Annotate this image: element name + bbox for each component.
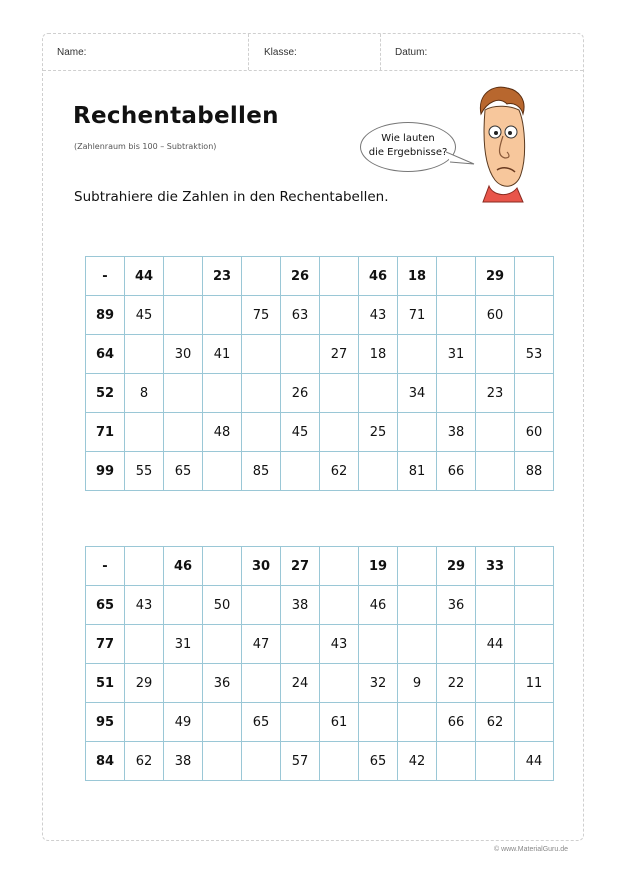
table-row bbox=[86, 413, 554, 452]
value-cell: 32 bbox=[359, 664, 398, 703]
header-cell: 29 bbox=[437, 547, 476, 586]
answer-cell[interactable] bbox=[203, 742, 242, 781]
header-cell: 52 bbox=[86, 374, 125, 413]
answer-cell[interactable] bbox=[398, 625, 437, 664]
value-cell: 65 bbox=[359, 742, 398, 781]
answer-cell[interactable] bbox=[203, 625, 242, 664]
value-cell: 11 bbox=[515, 664, 554, 703]
header-cell: 95 bbox=[86, 703, 125, 742]
answer-cell[interactable] bbox=[164, 664, 203, 703]
header-cell: 46 bbox=[359, 257, 398, 296]
header-cell bbox=[125, 547, 164, 586]
value-cell: 43 bbox=[320, 625, 359, 664]
value-cell: 47 bbox=[242, 625, 281, 664]
answer-cell[interactable] bbox=[320, 374, 359, 413]
value-cell: 57 bbox=[281, 742, 320, 781]
answer-cell[interactable] bbox=[125, 625, 164, 664]
page-title: Rechentabellen bbox=[73, 103, 279, 129]
answer-cell[interactable] bbox=[437, 374, 476, 413]
answer-cell[interactable] bbox=[476, 335, 515, 374]
header-cell bbox=[320, 257, 359, 296]
answer-cell[interactable] bbox=[203, 296, 242, 335]
answer-cell[interactable] bbox=[515, 625, 554, 664]
answer-cell[interactable] bbox=[398, 335, 437, 374]
table-row bbox=[86, 335, 554, 374]
answer-cell[interactable] bbox=[437, 742, 476, 781]
value-cell: 60 bbox=[515, 413, 554, 452]
value-cell: 31 bbox=[437, 335, 476, 374]
header-cell: 99 bbox=[86, 452, 125, 491]
header-cell bbox=[164, 257, 203, 296]
header-cell: 33 bbox=[476, 547, 515, 586]
answer-cell[interactable] bbox=[359, 452, 398, 491]
answer-cell[interactable] bbox=[320, 742, 359, 781]
header-cell: 44 bbox=[125, 257, 164, 296]
answer-cell[interactable] bbox=[125, 335, 164, 374]
speech-bubble-tail bbox=[446, 150, 476, 170]
value-cell: 62 bbox=[125, 742, 164, 781]
answer-cell[interactable] bbox=[515, 374, 554, 413]
value-cell: 30 bbox=[164, 335, 203, 374]
header-cell: 89 bbox=[86, 296, 125, 335]
answer-cell[interactable] bbox=[320, 664, 359, 703]
answer-cell[interactable] bbox=[359, 625, 398, 664]
cartoon-boy-illustration bbox=[473, 84, 529, 208]
value-cell: 61 bbox=[320, 703, 359, 742]
speech-bubble-line-2: die Ergebnisse? bbox=[368, 147, 448, 158]
answer-cell[interactable] bbox=[320, 586, 359, 625]
value-cell: 53 bbox=[515, 335, 554, 374]
subtraction-table-1 bbox=[85, 256, 554, 491]
value-cell: 66 bbox=[437, 703, 476, 742]
value-cell: 29 bbox=[125, 664, 164, 703]
answer-cell[interactable] bbox=[515, 586, 554, 625]
header-cell: 46 bbox=[164, 547, 203, 586]
answer-cell[interactable] bbox=[515, 296, 554, 335]
table-row bbox=[86, 625, 554, 664]
value-cell: 75 bbox=[242, 296, 281, 335]
value-cell: 55 bbox=[125, 452, 164, 491]
value-cell: 9 bbox=[398, 664, 437, 703]
value-cell: 65 bbox=[242, 703, 281, 742]
value-cell: 46 bbox=[359, 586, 398, 625]
table-row bbox=[86, 586, 554, 625]
name-label: Name: bbox=[57, 47, 87, 58]
answer-cell[interactable] bbox=[242, 586, 281, 625]
value-cell: 45 bbox=[125, 296, 164, 335]
value-cell: 45 bbox=[281, 413, 320, 452]
subtraction-table-2 bbox=[85, 546, 554, 781]
answer-cell[interactable] bbox=[242, 742, 281, 781]
value-cell: 38 bbox=[164, 742, 203, 781]
page-subtitle: (Zahlenraum bis 100 – Subtraktion) bbox=[74, 142, 217, 151]
value-cell: 63 bbox=[281, 296, 320, 335]
answer-cell[interactable] bbox=[203, 452, 242, 491]
value-cell: 88 bbox=[515, 452, 554, 491]
table-row bbox=[86, 374, 554, 413]
value-cell: 34 bbox=[398, 374, 437, 413]
table-row bbox=[86, 742, 554, 781]
table-row bbox=[86, 547, 554, 586]
answer-cell[interactable] bbox=[476, 413, 515, 452]
value-cell: 42 bbox=[398, 742, 437, 781]
header-cell bbox=[515, 257, 554, 296]
answer-cell[interactable] bbox=[359, 703, 398, 742]
header-divider bbox=[248, 34, 249, 70]
header-cell bbox=[320, 547, 359, 586]
answer-cell[interactable] bbox=[125, 413, 164, 452]
value-cell: 25 bbox=[359, 413, 398, 452]
header-cell: 84 bbox=[86, 742, 125, 781]
speech-bubble bbox=[360, 122, 456, 172]
answer-cell[interactable] bbox=[125, 703, 164, 742]
answer-cell[interactable] bbox=[398, 586, 437, 625]
value-cell: 43 bbox=[359, 296, 398, 335]
value-cell: 71 bbox=[398, 296, 437, 335]
value-cell: 36 bbox=[203, 664, 242, 703]
answer-cell[interactable] bbox=[476, 742, 515, 781]
header-cell: 19 bbox=[359, 547, 398, 586]
value-cell: 49 bbox=[164, 703, 203, 742]
date-label: Datum: bbox=[395, 47, 428, 58]
answer-cell[interactable] bbox=[203, 703, 242, 742]
header-cell: 29 bbox=[476, 257, 515, 296]
answer-cell[interactable] bbox=[281, 625, 320, 664]
task-instruction: Subtrahiere die Zahlen in den Rechentabellen. bbox=[74, 189, 389, 205]
header-cell: 71 bbox=[86, 413, 125, 452]
header-cell: 23 bbox=[203, 257, 242, 296]
answer-cell[interactable] bbox=[476, 586, 515, 625]
answer-cell[interactable] bbox=[281, 335, 320, 374]
value-cell: 62 bbox=[320, 452, 359, 491]
header-cell bbox=[437, 257, 476, 296]
answer-cell[interactable] bbox=[242, 413, 281, 452]
value-cell: 36 bbox=[437, 586, 476, 625]
value-cell: 24 bbox=[281, 664, 320, 703]
header-divider bbox=[380, 34, 381, 70]
answer-cell[interactable] bbox=[242, 374, 281, 413]
header-fields bbox=[43, 34, 583, 71]
answer-cell[interactable] bbox=[398, 413, 437, 452]
value-cell: 23 bbox=[476, 374, 515, 413]
value-cell: 27 bbox=[320, 335, 359, 374]
header-cell: - bbox=[86, 547, 125, 586]
answer-cell[interactable] bbox=[203, 374, 242, 413]
table-row bbox=[86, 296, 554, 335]
answer-cell[interactable] bbox=[164, 374, 203, 413]
answer-cell[interactable] bbox=[359, 374, 398, 413]
header-cell bbox=[515, 547, 554, 586]
table-row bbox=[86, 703, 554, 742]
header-cell: 77 bbox=[86, 625, 125, 664]
value-cell: 38 bbox=[281, 586, 320, 625]
header-cell: 27 bbox=[281, 547, 320, 586]
table-row bbox=[86, 257, 554, 296]
value-cell: 43 bbox=[125, 586, 164, 625]
value-cell: 81 bbox=[398, 452, 437, 491]
answer-cell[interactable] bbox=[476, 452, 515, 491]
answer-cell[interactable] bbox=[164, 296, 203, 335]
speech-bubble-line-1: Wie lauten bbox=[381, 133, 435, 144]
value-cell: 41 bbox=[203, 335, 242, 374]
answer-cell[interactable] bbox=[164, 586, 203, 625]
answer-cell[interactable] bbox=[281, 452, 320, 491]
copyright-footer: © www.MaterialGuru.de bbox=[493, 846, 568, 853]
value-cell: 18 bbox=[359, 335, 398, 374]
answer-cell[interactable] bbox=[320, 296, 359, 335]
header-cell bbox=[203, 547, 242, 586]
answer-cell[interactable] bbox=[398, 703, 437, 742]
answer-cell[interactable] bbox=[437, 296, 476, 335]
answer-cell[interactable] bbox=[281, 703, 320, 742]
answer-cell[interactable] bbox=[476, 664, 515, 703]
value-cell: 44 bbox=[476, 625, 515, 664]
table-row bbox=[86, 664, 554, 703]
header-cell: 65 bbox=[86, 586, 125, 625]
answer-cell[interactable] bbox=[242, 335, 281, 374]
header-cell bbox=[398, 547, 437, 586]
answer-cell[interactable] bbox=[320, 413, 359, 452]
class-label: Klasse: bbox=[264, 47, 297, 58]
value-cell: 8 bbox=[125, 374, 164, 413]
header-cell: 26 bbox=[281, 257, 320, 296]
value-cell: 22 bbox=[437, 664, 476, 703]
value-cell: 62 bbox=[476, 703, 515, 742]
answer-cell[interactable] bbox=[437, 625, 476, 664]
value-cell: 44 bbox=[515, 742, 554, 781]
value-cell: 50 bbox=[203, 586, 242, 625]
value-cell: 38 bbox=[437, 413, 476, 452]
header-cell: - bbox=[86, 257, 125, 296]
answer-cell[interactable] bbox=[242, 664, 281, 703]
value-cell: 66 bbox=[437, 452, 476, 491]
value-cell: 31 bbox=[164, 625, 203, 664]
header-cell: 64 bbox=[86, 335, 125, 374]
table-row bbox=[86, 452, 554, 491]
value-cell: 65 bbox=[164, 452, 203, 491]
header-cell: 51 bbox=[86, 664, 125, 703]
value-cell: 48 bbox=[203, 413, 242, 452]
value-cell: 85 bbox=[242, 452, 281, 491]
header-cell bbox=[242, 257, 281, 296]
header-cell: 18 bbox=[398, 257, 437, 296]
value-cell: 26 bbox=[281, 374, 320, 413]
answer-cell[interactable] bbox=[515, 703, 554, 742]
value-cell: 60 bbox=[476, 296, 515, 335]
answer-cell[interactable] bbox=[164, 413, 203, 452]
header-cell: 30 bbox=[242, 547, 281, 586]
